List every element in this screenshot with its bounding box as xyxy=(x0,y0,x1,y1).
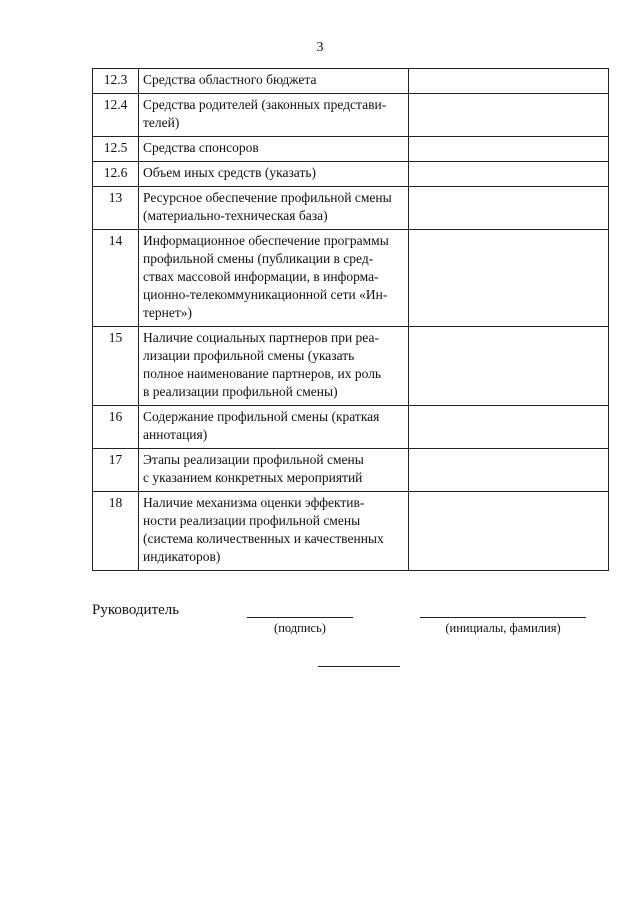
row-number: 17 xyxy=(93,449,139,492)
row-number: 14 xyxy=(93,230,139,327)
row-number: 12.3 xyxy=(93,69,139,94)
row-value-cell[interactable] xyxy=(409,187,609,230)
description-line: полное наименование партнеров, их роль xyxy=(143,366,382,381)
row-description xyxy=(139,449,409,492)
description-line: ционно-телекоммуникационной сети «Ин- xyxy=(143,287,388,302)
description-line: Средства родителей (законных представи- xyxy=(143,97,387,112)
row-description xyxy=(139,492,409,571)
row-description xyxy=(139,230,409,327)
table-row xyxy=(93,94,609,137)
description-line: с указанием конкретных мероприятий xyxy=(143,470,363,485)
table-row xyxy=(93,492,609,571)
row-description xyxy=(139,94,409,137)
signature-caption: (подпись) xyxy=(274,621,326,635)
row-value-cell[interactable] xyxy=(409,94,609,137)
row-description xyxy=(139,162,409,187)
row-number: 16 xyxy=(93,406,139,449)
head-label: Руководитель xyxy=(92,602,180,618)
signature-line xyxy=(247,617,353,618)
table-row xyxy=(93,230,609,327)
row-value-cell[interactable] xyxy=(409,137,609,162)
description-line: индикаторов) xyxy=(143,549,221,564)
row-value-cell[interactable] xyxy=(409,406,609,449)
row-number: 13 xyxy=(93,187,139,230)
name-line xyxy=(420,617,586,618)
table-row xyxy=(93,406,609,449)
end-divider xyxy=(318,666,400,667)
row-number: 12.5 xyxy=(93,137,139,162)
table-row xyxy=(93,449,609,492)
description-line: (система количественных и качественных xyxy=(143,531,384,546)
form-table xyxy=(92,68,609,571)
description-line: тернет») xyxy=(143,305,193,320)
row-value-cell[interactable] xyxy=(409,162,609,187)
row-value-cell[interactable] xyxy=(409,449,609,492)
row-description xyxy=(139,187,409,230)
name-caption: (инициалы, фамилия) xyxy=(445,621,561,635)
description-line: Наличие механизма оценки эффектив- xyxy=(143,495,365,510)
row-description xyxy=(139,69,409,94)
description-line: Ресурсное обеспечение профильной смены xyxy=(143,190,392,205)
description-line: ствах массовой информации, в информа- xyxy=(143,269,379,284)
description-line: Содержание профильной смены (краткая xyxy=(143,409,380,424)
table-row xyxy=(93,137,609,162)
table-row xyxy=(93,327,609,406)
description-line: аннотация) xyxy=(143,427,208,442)
row-number: 15 xyxy=(93,327,139,406)
description-line: лизации профильной смены (указать xyxy=(143,348,355,363)
description-line: Наличие социальных партнеров при реа- xyxy=(143,330,379,345)
description-line: телей) xyxy=(143,115,180,130)
description-line: ности реализации профильной смены xyxy=(143,513,361,528)
description-line: Этапы реализации профильной смены xyxy=(143,452,364,467)
row-number: 12.6 xyxy=(93,162,139,187)
row-description xyxy=(139,137,409,162)
row-description xyxy=(139,406,409,449)
table-row xyxy=(93,69,609,94)
description-line: (материально-техническая база) xyxy=(143,208,328,223)
row-description xyxy=(139,327,409,406)
description-line: Информационное обеспечение программы xyxy=(143,233,389,248)
row-number: 18 xyxy=(93,492,139,571)
description-line: профильной смены (публикации в сред- xyxy=(143,251,374,266)
description-line: Средства спонсоров xyxy=(143,140,259,155)
signature-block xyxy=(0,600,640,660)
description-line: в реализации профильной смены) xyxy=(143,384,338,399)
row-value-cell[interactable] xyxy=(409,69,609,94)
description-line: Средства областного бюджета xyxy=(143,72,317,87)
page-number: 3 xyxy=(316,40,324,55)
table-row xyxy=(93,162,609,187)
row-value-cell[interactable] xyxy=(409,492,609,571)
row-number: 12.4 xyxy=(93,94,139,137)
row-value-cell[interactable] xyxy=(409,327,609,406)
table-row xyxy=(93,187,609,230)
description-line: Объем иных средств (указать) xyxy=(143,165,317,180)
row-value-cell[interactable] xyxy=(409,230,609,327)
